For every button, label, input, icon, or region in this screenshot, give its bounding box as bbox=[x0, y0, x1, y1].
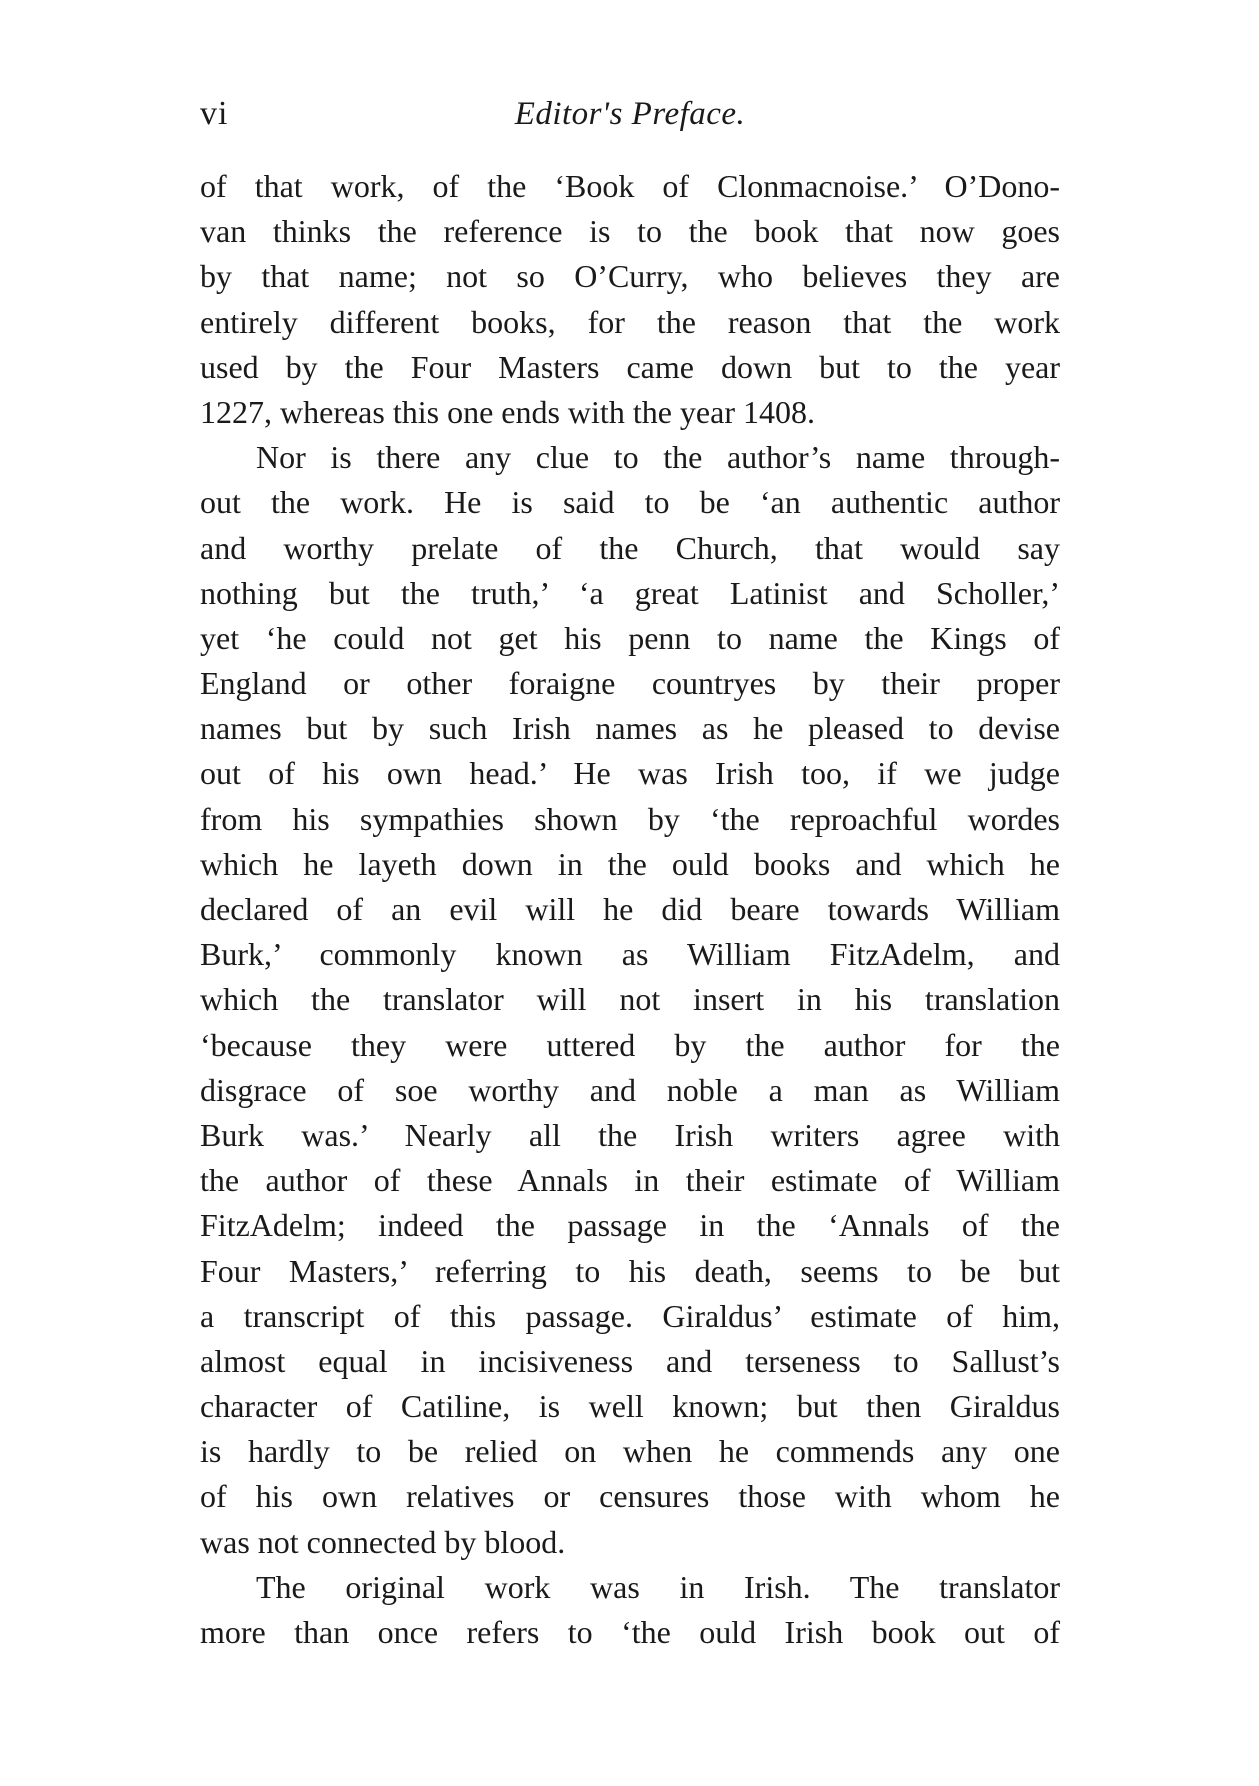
text-line: England or other foraigne countryes by their proper bbox=[200, 665, 1060, 702]
text-line: Four Masters,’ referring to his death, seems to be but bbox=[200, 1252, 1060, 1289]
text-line: The original work was in Irish. The translator bbox=[256, 1568, 1060, 1605]
text-line: character of Catiline, is well known; but then Giraldus bbox=[200, 1388, 1060, 1425]
text-line: names but by such Irish names as he pleased to devise bbox=[200, 710, 1060, 747]
paragraph bbox=[200, 164, 1060, 435]
text-line: nothing but the truth,’ ‘a great Latinist and Scholler,’ bbox=[200, 574, 1060, 611]
text-line: from his sympathies shown by ‘the reproachful wordes bbox=[200, 800, 1060, 837]
text-line: was not connected by blood. bbox=[200, 1523, 566, 1560]
text-line: a transcript of this passage. Giraldus’ estimate of him, bbox=[200, 1297, 1060, 1334]
paragraph bbox=[200, 435, 1060, 1565]
page-number: vi bbox=[200, 95, 229, 132]
text-line: of that work, of the ‘Book of Clonmacnoise.’ O’Dono- bbox=[200, 168, 1060, 204]
text-line: more than once refers to ‘the ould Irish book out of bbox=[200, 1614, 1060, 1650]
text-line: entirely different books, for the reason that the work bbox=[200, 303, 1060, 340]
text-line: which he layeth down in the ould books and which he bbox=[200, 845, 1060, 882]
text-line: 1227, whereas this one ends with the year 1408. bbox=[200, 393, 815, 430]
text-line: by that name; not so O’Curry, who believes they are bbox=[200, 258, 1060, 295]
text-line: Burk,’ commonly known as William FitzAdelm, and bbox=[200, 936, 1060, 973]
text-line: used by the Four Masters came down but to the year bbox=[200, 348, 1060, 385]
text-line: FitzAdelm; indeed the passage in the ‘Annals of the bbox=[200, 1207, 1060, 1244]
text-line: van thinks the reference is to the book that now goes bbox=[200, 213, 1060, 250]
text-line: out of his own head.’ He was Irish too, if we judge bbox=[200, 755, 1060, 792]
running-title: Editor's Preface. bbox=[514, 96, 746, 132]
text-line: which the translator will not insert in his translation bbox=[200, 981, 1060, 1018]
text-line: Nor is there any clue to the author’s name through- bbox=[256, 439, 1060, 476]
text-line: almost equal in incisiveness and terseness to Sallust’s bbox=[200, 1342, 1060, 1379]
running-head bbox=[200, 92, 1060, 136]
text-line: the author of these Annals in their estimate of William bbox=[200, 1162, 1060, 1199]
text-line: ‘because they were uttered by the author for the bbox=[200, 1026, 1060, 1063]
body-text bbox=[200, 164, 1060, 1655]
text-line: yet ‘he could not get his penn to name the Kings of bbox=[200, 619, 1060, 656]
text-line: disgrace of soe worthy and noble a man as William bbox=[200, 1071, 1060, 1108]
text-line: declared of an evil will he did beare towards William bbox=[200, 891, 1060, 927]
paragraph bbox=[200, 1565, 1060, 1655]
text-line: is hardly to be relied on when he commends any one bbox=[200, 1433, 1060, 1470]
text-line: Burk was.’ Nearly all the Irish writers agree with bbox=[200, 1116, 1060, 1153]
text-line: of his own relatives or censures those with whom he bbox=[200, 1478, 1060, 1515]
text-line: and worthy prelate of the Church, that would say bbox=[200, 529, 1060, 566]
text-line: out the work. He is said to be ‘an authentic author bbox=[200, 484, 1060, 521]
